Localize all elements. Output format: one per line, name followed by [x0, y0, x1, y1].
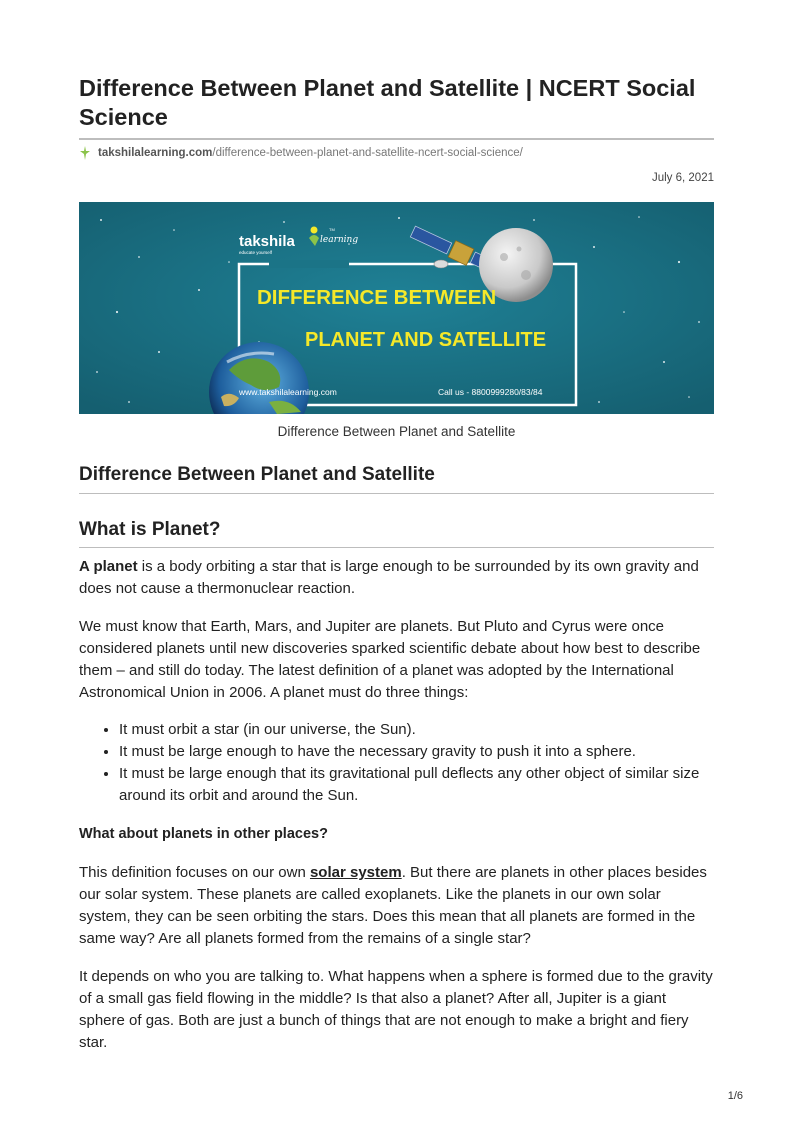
banner-image: [79, 202, 714, 414]
exoplanets-text-after: . But there are planets in other places besides our solar system. These planets are called exoplanets. Like the planets in our own solar system, they can be seen orbiting the stars. Does this mean that all planets are formed in the same way? Are all planets formed from the remains of a single star?: [79, 864, 707, 947]
exoplanets-paragraph: [79, 862, 714, 950]
section-heading: Difference Between Planet and Satellite: [79, 464, 435, 485]
logo-text: takshila: [239, 233, 295, 250]
planet-criteria-list: [79, 719, 714, 807]
logo-tm: TM: [329, 227, 335, 232]
banner-phone: Call us - 8800999280/83/84: [438, 387, 543, 397]
image-caption: Difference Between Planet and Satellite: [277, 424, 516, 439]
gas-sphere-paragraph: It depends on who you are talking to. What happens when a sphere is formed due to the gravity of a small gas field flowing in the middle? Is that also a planet? After all, Jupiter is a giant sphere of gas. Both are just a bunch of things that are not enough to make a bright and fiery star.: [79, 968, 713, 1051]
banner-heading-line2: PLANET AND SATELLITE: [305, 329, 547, 351]
subsection-divider: [79, 547, 714, 548]
exoplanets-text-before: This definition focuses on our own: [79, 864, 310, 881]
solar-system-link[interactable]: solar system: [309, 864, 402, 881]
banner-graphic: [79, 202, 714, 414]
banner-heading-line1: DIFFERENCE BETWEEN: [257, 286, 497, 309]
list-item: • It must orbit a star (in our universe, the Sun).: [119, 719, 714, 741]
source-url[interactable]: [79, 146, 523, 160]
source-domain[interactable]: takshilalearning.com: [98, 147, 213, 159]
planet-term: A planet: [79, 558, 138, 575]
pin-icon: [79, 146, 91, 160]
list-item: • It must be large enough to have the necessary gravity to push it into a sphere.: [119, 741, 714, 763]
logo-script: learning: [320, 235, 359, 245]
banner-website: www.takshilalearning.com: [239, 387, 337, 397]
list-item: • It must be large enough that its gravitational pull deflects any other object of similar size around its orbit and around the Sun.: [119, 763, 714, 807]
logo-tagline: educate yourself: [239, 250, 273, 255]
other-places-heading: What about planets in other places?: [79, 826, 328, 842]
planet-definition-paragraph: [79, 556, 714, 600]
page-title: Difference Between Planet and Satellite | NCERT Social Science: [79, 75, 696, 130]
page-number: 1/6: [727, 1090, 743, 1102]
publish-date: July 6, 2021: [651, 172, 714, 184]
planet-definition-text: is a body orbiting a star that is large enough to be surrounded by its own gravity and does not cause a thermonuclear reaction.: [79, 558, 699, 597]
section-divider: [79, 493, 714, 494]
source-path[interactable]: /difference-between-planet-and-satellite-ncert-social-science/: [212, 147, 523, 159]
planet-history-paragraph: We must know that Earth, Mars, and Jupiter are planets. But Pluto and Cyrus were once considered planets until new discoveries sparked scientific debate about how best to describe them – and still do today. The latest definition of a planet was adopted by the International Astronomical Union in 2006. A planet must do three things:: [79, 618, 701, 701]
title-divider: [79, 138, 714, 140]
what-is-planet-heading: What is Planet?: [79, 519, 221, 540]
